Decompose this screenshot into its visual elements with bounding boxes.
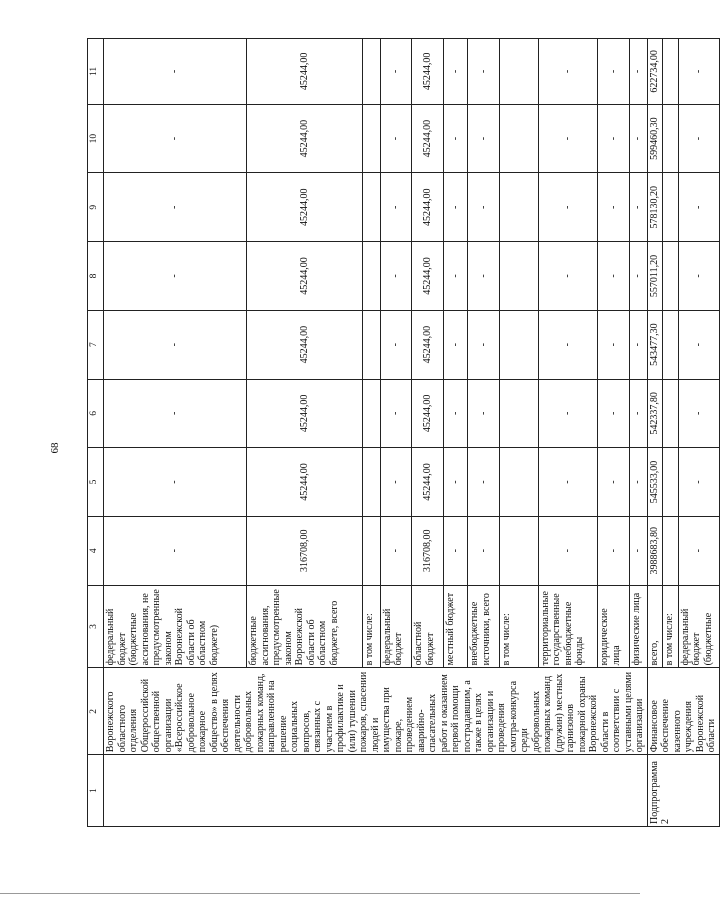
value-cell: - [678, 448, 719, 517]
header-cell: 8 [88, 242, 104, 311]
header-cell: 4 [88, 516, 104, 585]
value-cell: - [598, 448, 630, 517]
value-cell: - [538, 242, 598, 311]
value-cell: - [443, 516, 467, 585]
value-cell: 316708,00 [247, 516, 363, 585]
value-cell [362, 379, 380, 448]
header-cell: 5 [88, 448, 104, 517]
value-cell: 45244,00 [412, 379, 444, 448]
header-cell: 11 [88, 39, 104, 105]
funding-source-label: бюджетные ассигнования, предусмотренные законом Воронежской области об областном бюджете, всего [247, 585, 363, 668]
value-cell: - [468, 242, 500, 311]
value-cell [663, 242, 679, 311]
value-cell: - [629, 379, 647, 448]
value-cell: - [468, 379, 500, 448]
value-cell: 578130,20 [647, 173, 663, 242]
value-cell [663, 516, 679, 585]
value-cell: - [598, 379, 630, 448]
value-cell: - [468, 310, 500, 379]
value-cell: 45244,00 [247, 173, 363, 242]
value-cell: 599460,30 [647, 104, 663, 173]
value-cell: - [538, 516, 598, 585]
value-cell: - [468, 173, 500, 242]
funding-source-label: федеральный бюджет (бюджетные ассигнования, не предусмотренные законом Воронежской области об областном бюджете) [104, 585, 247, 668]
value-cell: - [104, 310, 247, 379]
value-cell [663, 310, 679, 379]
value-cell: - [678, 516, 719, 585]
scan-bottom-line [0, 893, 640, 894]
budget-table [87, 38, 720, 827]
value-cell: - [443, 310, 467, 379]
subprogram-description-cell: Финансовое обеспечение казенного учреждения Воронежской области [647, 668, 719, 755]
value-cell: - [380, 242, 412, 311]
value-cell: - [380, 379, 412, 448]
value-cell: - [629, 173, 647, 242]
table-row [104, 39, 247, 827]
value-cell: - [380, 310, 412, 379]
value-cell: - [629, 104, 647, 173]
value-cell: - [104, 173, 247, 242]
funding-source-label: в том числе: [499, 585, 538, 668]
value-cell: - [104, 448, 247, 517]
value-cell: - [538, 310, 598, 379]
value-cell: - [629, 310, 647, 379]
value-cell: 45244,00 [247, 104, 363, 173]
value-cell: - [538, 104, 598, 173]
value-cell [663, 104, 679, 173]
value-cell: - [443, 104, 467, 173]
value-cell: 45244,00 [247, 310, 363, 379]
funding-source-label: областной бюджет [412, 585, 444, 668]
value-cell: - [104, 242, 247, 311]
funding-source-label: всего, [647, 585, 663, 668]
value-cell: 545533,00 [647, 448, 663, 517]
value-cell [362, 173, 380, 242]
value-cell: 316708,00 [412, 516, 444, 585]
subprogram-label-cell: Подпрограмма 2 [647, 755, 719, 827]
value-cell [499, 310, 538, 379]
value-cell: - [380, 448, 412, 517]
rotated-table-container [87, 38, 717, 827]
value-cell: - [629, 242, 647, 311]
value-cell: - [678, 379, 719, 448]
value-cell: - [678, 173, 719, 242]
header-cell: 7 [88, 310, 104, 379]
table-row [647, 39, 663, 827]
table-body [88, 39, 720, 827]
value-cell [362, 516, 380, 585]
funding-source-label: местный бюджет [443, 585, 467, 668]
value-cell [663, 39, 679, 105]
value-cell: - [538, 39, 598, 105]
header-cell: 6 [88, 379, 104, 448]
value-cell: 45244,00 [247, 379, 363, 448]
value-cell: - [598, 310, 630, 379]
value-cell: - [538, 448, 598, 517]
header-cell: 9 [88, 173, 104, 242]
value-cell: 45244,00 [412, 173, 444, 242]
value-cell: - [678, 242, 719, 311]
value-cell: 3988683,80 [647, 516, 663, 585]
value-cell [362, 104, 380, 173]
program-description-cell: Воронежского областного отделения Общероссийской общественной организации «Всероссийское добровольное пожарное общество» в целях обеспечения деятельности добровольных пожарных команд, направленной на решение социальных вопросов, связанных с участием в профилактике и (или) тушении пожаров, спасении людей и имущества при пожаре, проведением аварийно-спасательных работ и оказанием первой помощи пострадавшим, а также в целях организации и проведения смотра-конкурса среди добровольных пожарных команд (дружин) местных гарнизонов пожарной охраны Воронежской области в соответствии с уставными целями организации [104, 668, 648, 755]
value-cell: - [598, 242, 630, 311]
funding-source-label: федеральный бюджет (бюджетные [678, 585, 719, 668]
value-cell: - [380, 516, 412, 585]
page-number: 68 [49, 442, 61, 454]
value-cell [499, 516, 538, 585]
value-cell [362, 310, 380, 379]
header-cell: 3 [88, 585, 104, 668]
value-cell: 45244,00 [412, 448, 444, 517]
value-cell: 45244,00 [247, 242, 363, 311]
value-cell: 557011,20 [647, 242, 663, 311]
value-cell [362, 242, 380, 311]
funding-source-label: юридические лица [598, 585, 630, 668]
value-cell: - [598, 173, 630, 242]
value-cell: 45244,00 [247, 39, 363, 105]
value-cell [499, 104, 538, 173]
value-cell: - [104, 39, 247, 105]
header-cell: 2 [88, 668, 104, 755]
value-cell: - [629, 516, 647, 585]
value-cell: - [380, 104, 412, 173]
value-cell: 543477,30 [647, 310, 663, 379]
funding-source-label: внебюджетные источники, всего [468, 585, 500, 668]
value-cell [663, 448, 679, 517]
value-cell: 45244,00 [412, 242, 444, 311]
value-cell [499, 242, 538, 311]
value-cell: - [598, 39, 630, 105]
value-cell [362, 39, 380, 105]
value-cell: - [104, 104, 247, 173]
value-cell: - [678, 310, 719, 379]
value-cell: - [468, 448, 500, 517]
value-cell: - [629, 448, 647, 517]
value-cell [499, 448, 538, 517]
header-cell: 1 [88, 755, 104, 827]
funding-source-label: федеральный бюджет [380, 585, 412, 668]
value-cell: - [468, 104, 500, 173]
funding-source-label: территориальные государственные внебюджетные фонды [538, 585, 598, 668]
value-cell: - [468, 39, 500, 105]
funding-source-label: физические лица [629, 585, 647, 668]
value-cell: 45244,00 [412, 104, 444, 173]
value-cell: 542337,80 [647, 379, 663, 448]
value-cell [499, 39, 538, 105]
value-cell: - [380, 39, 412, 105]
value-cell: - [380, 173, 412, 242]
value-cell [499, 173, 538, 242]
value-cell: - [598, 516, 630, 585]
value-cell: - [443, 173, 467, 242]
value-cell: - [468, 516, 500, 585]
row-number-cell [104, 755, 648, 827]
header-cell: 10 [88, 104, 104, 173]
value-cell: - [104, 516, 247, 585]
header-row [88, 39, 104, 827]
value-cell: - [443, 379, 467, 448]
value-cell: - [678, 104, 719, 173]
value-cell: 45244,00 [412, 39, 444, 105]
value-cell [499, 379, 538, 448]
value-cell: - [443, 448, 467, 517]
value-cell: - [443, 242, 467, 311]
value-cell: - [598, 104, 630, 173]
value-cell: 45244,00 [412, 310, 444, 379]
value-cell: 622734,00 [647, 39, 663, 105]
value-cell [663, 173, 679, 242]
value-cell: - [443, 39, 467, 105]
value-cell [362, 448, 380, 517]
value-cell: - [629, 39, 647, 105]
value-cell: - [538, 173, 598, 242]
funding-source-label: в том числе: [663, 585, 679, 668]
value-cell: - [678, 39, 719, 105]
value-cell: - [538, 379, 598, 448]
value-cell [663, 379, 679, 448]
value-cell: 45244,00 [247, 448, 363, 517]
value-cell: - [104, 379, 247, 448]
funding-source-label: в том числе: [362, 585, 380, 668]
